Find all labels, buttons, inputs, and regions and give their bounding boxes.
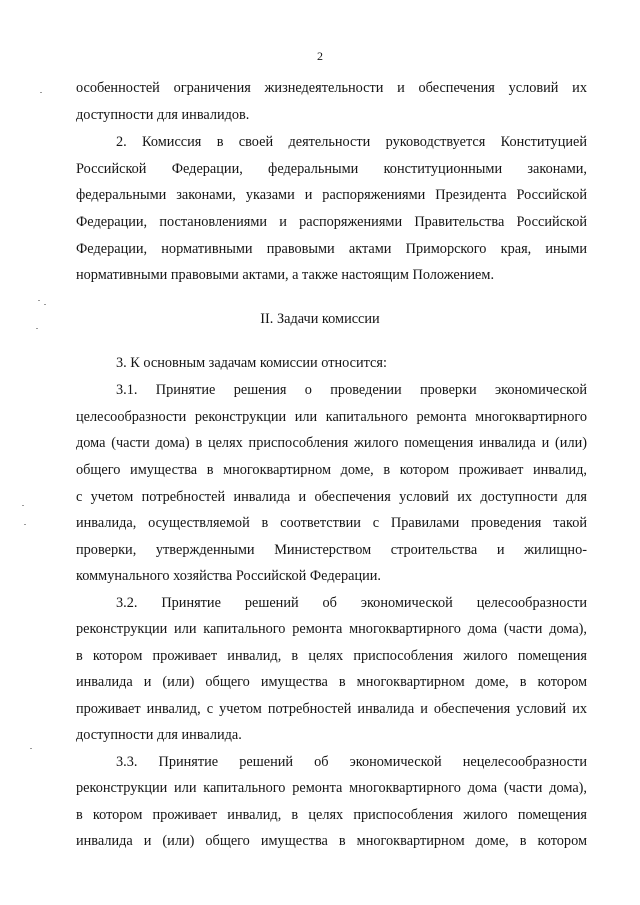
text-line: нормативными правовыми актами, а также настоящим Положением.	[76, 267, 495, 283]
paragraph-first-line: 2. Комиссия в своей деятельности руководствуется Конституцией	[116, 134, 587, 150]
scan-speck	[44, 304, 46, 305]
text-line: проверки, утвержденными Министерством строительства и жилищно-	[76, 542, 587, 558]
text-line: в котором проживает инвалид, в целях приспособления жилого помещения	[76, 648, 587, 664]
text-line: доступности для инвалидов.	[76, 107, 250, 123]
scan-speck	[24, 524, 26, 525]
paragraph-first-line: 3.1. Принятие решения о проведении проверки экономической	[116, 382, 587, 398]
scan-speck	[36, 328, 38, 329]
text-line: реконструкции или капитального ремонта многоквартирного дома (части дома),	[76, 780, 587, 796]
text-line: в котором проживает инвалид, в целях приспособления жилого помещения	[76, 807, 587, 823]
scan-speck	[40, 92, 42, 93]
paragraph-first-line: 3.2. Принятие решений об экономической целесообразности	[116, 595, 587, 611]
text-line: Федерации, постановлениями и распоряжениями Правительства Российской	[76, 214, 587, 230]
text-line: коммунального хозяйства Российской Федерации.	[76, 568, 381, 584]
section-heading: II. Задачи комиссии	[260, 311, 380, 327]
text-line: особенностей ограничения жизнедеятельности и обеспечения условий их	[76, 80, 587, 96]
scan-speck	[38, 300, 40, 301]
text-line: дома (части дома) в целях приспособления жилого помещения инвалида и (или)	[76, 435, 587, 451]
text-line: федеральными законами, указами и распоряжениями Президента Российской	[76, 187, 587, 203]
text-line: реконструкции или капитального ремонта многоквартирного дома (части дома),	[76, 621, 587, 637]
paragraph-first-line: 3. К основным задачам комиссии относится:	[116, 355, 387, 371]
page-number: 2	[317, 49, 323, 63]
text-line: целесообразности реконструкции или капитального ремонта многоквартирного	[76, 409, 587, 425]
text-line: с учетом потребностей инвалида и обеспечения условий их доступности для	[76, 489, 587, 505]
text-line: общего имущества в многоквартирном доме, в котором проживает инвалид,	[76, 462, 587, 478]
paragraph-first-line: 3.3. Принятие решений об экономической нецелесообразности	[116, 754, 587, 770]
text-line: доступности для инвалида.	[76, 727, 242, 743]
scan-speck	[30, 748, 32, 749]
text-line: инвалида и (или) общего имущества в многоквартирном доме, в котором	[76, 674, 587, 690]
text-line: проживает инвалид, с учетом потребностей инвалида и обеспечения условий их	[76, 701, 587, 717]
text-line: инвалида и (или) общего имущества в многоквартирном доме, в котором	[76, 833, 587, 849]
text-line: Федерации, нормативными правовыми актами Приморского края, иными	[76, 241, 587, 257]
text-line: Российской Федерации, федеральными конституционными законами,	[76, 161, 587, 177]
text-line: инвалида, осуществляемой в соответствии с Правилами проведения такой	[76, 515, 587, 531]
scan-speck	[22, 505, 24, 506]
